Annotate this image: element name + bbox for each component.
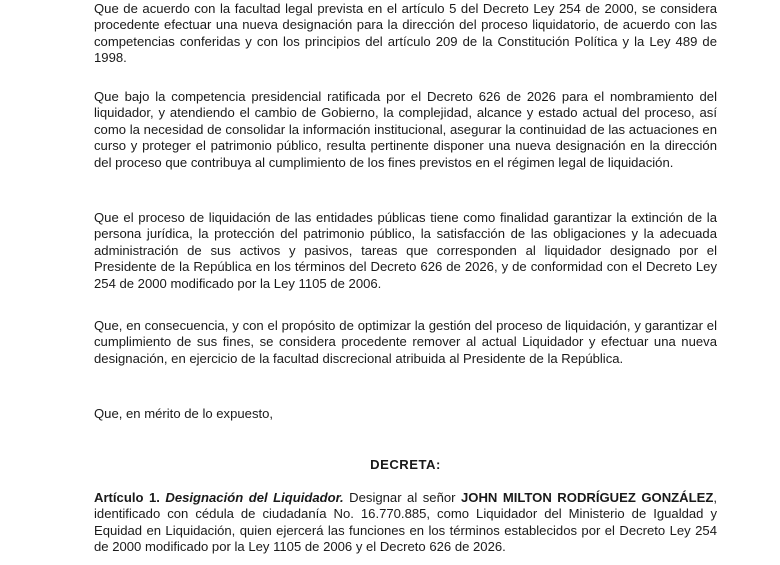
article-label: Artículo 1.	[94, 490, 160, 505]
paragraph-5: Que, en mérito de lo expuesto,	[94, 406, 274, 421]
paragraph-2: Que bajo la competencia presidencial ratificada por el Decreto 626 de 2026 para el nombramiento del liquidador, y atendiendo el cambio de Gobierno, la complejidad, alcance y estado actual del proceso, así como la necesidad de consolidar la información institucional, asegurar la continuidad de las actuaciones en curso y proteger el patrimonio público, resulta pertinente disponer una nueva designación en la dirección del proceso que contribuya al cumplimiento de los fines previstos en el régimen legal de liquidación.	[94, 89, 717, 170]
article-title: Designación del Liquidador.	[165, 490, 344, 505]
article-text-part-2: , identificado con cédula de ciudadanía No. 16.770.885, como Liquidador del Ministerio de Igualdad y Equidad en Liquidación, quien ejercerá las funciones en los términos establecidos por el Decreto Ley 254 de 2000 modificado por la Ley 1105 de 2006 y el Decreto 626 de 2026.	[94, 490, 718, 555]
paragraph-4: Que, en consecuencia, y con el propósito de optimizar la gestión del proceso de liquidación, y garantizar el cumplimiento de sus fines, se considera procedente remover al actual Liquidador y efectuar una nueva designación, en ejercicio de la facultad discrecional atribuida al Presidente de la República.	[94, 318, 717, 366]
paragraph-1: Que de acuerdo con la facultad legal prevista en el artículo 5 del Decreto Ley 254 de 2000, se considera procedente efectuar una nueva designación para la dirección del proceso liquidatorio, de acuerdo con las competencias conferidas y con los principios del artículo 209 de la Constitución Política y la Ley 489 de 1998.	[94, 1, 717, 66]
paragraph-3: Que el proceso de liquidación de las entidades públicas tiene como finalidad garantizar la extinción de la persona jurídica, la protección del patrimonio público, la satisfacción de las obligaciones y la adecuada administración de sus activos y pasivos, tareas que corresponden al liquidador designado por el Presidente de la República en los términos del Decreto 626 de 2026, y de conformidad con el Decreto Ley 254 de 2000 modificado por la Ley 1105 de 2006.	[94, 210, 717, 291]
article-1	[94, 490, 717, 556]
article-text-part-1: Designar al señor	[343, 490, 461, 505]
decree-heading: DECRETA:	[370, 457, 441, 472]
designee-name: JOHN MILTON RODRÍGUEZ GONZÁLEZ	[460, 490, 714, 505]
